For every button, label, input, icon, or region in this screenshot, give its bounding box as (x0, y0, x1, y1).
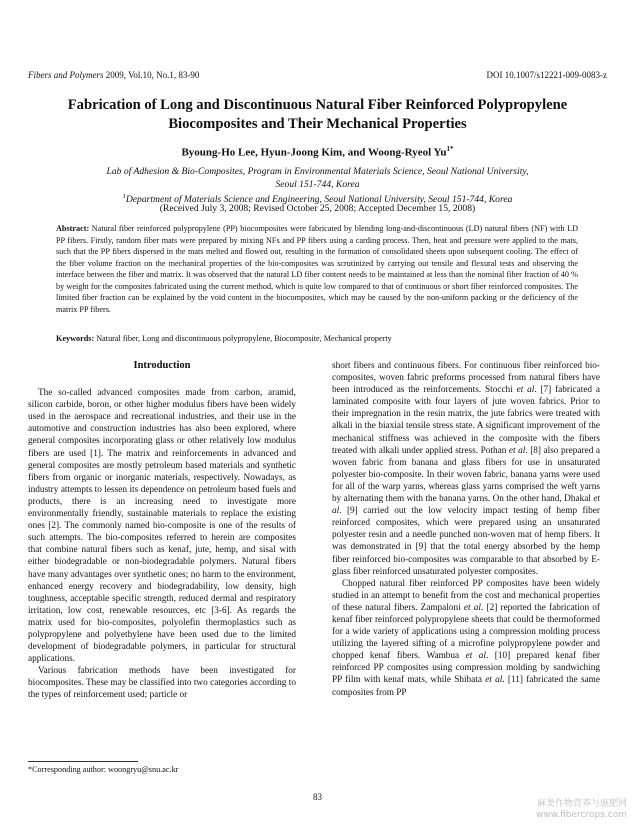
affiliation-dept-text: Department of Materials Science and Engineering, Seoul National University, Seoul 151-744, Korea (125, 194, 513, 206)
text-run: . [9] carried out the low velocity impact testing of hemp fiber reinforced composites, which were prepared using an unsaturated polyester resin and a needle punched non-woven mat of hemp fibers. It was demonstrated in [9] that the total energy absorbed by the hemp fiber reinforced bio-composites was comparable to that absorbed by E-glass fiber reinforced unsaturated polyester composites. (332, 506, 600, 577)
intro-paragraph-4 (332, 578, 600, 699)
text-run: . [2] reported the fabrication of kenaf fiber reinforced polypropylene sheets that could be thermoformed for a wide variety of applications using a compression molding process utilizing the layered sifting of a microfine polypropylene powder and chopped kenaf fibers. Wambua (332, 602, 601, 662)
text-run: . [11] fabricated the same composites from PP (332, 675, 600, 698)
text-run: . [10] prepared kenaf fiber reinforced PP composites using compression molding by sandwiching PP film with kenaf mats, while Shibata (332, 651, 600, 686)
doi: DOI 10.1007/s12221-009-0083-z (486, 70, 607, 80)
author-list (30, 145, 605, 159)
intro-paragraph-3 (332, 360, 600, 578)
running-head (28, 70, 607, 82)
site-watermark (536, 799, 627, 821)
watermark-line-2: www.fibercrops.com (536, 810, 627, 820)
text-run: . [8] also prepared a woven fabric from banana and glass fibers for use in unsaturated polyester bio-composite. In their woven fabric, banana yarns were used for all of the warp yarns, whereas glass yarns comprised the weft yarns by alternating them with the banana yarns. On the other hand, Dhakal (332, 445, 600, 505)
column-left (28, 360, 296, 702)
et-al: et al (516, 385, 535, 396)
title-line-1: Fabrication of Long and Discontinuous Natural Fiber Reinforced Polypropylene (67, 97, 568, 113)
column-right (332, 360, 600, 699)
journal-name: Fibers and Polymers (28, 70, 104, 80)
paper-title (30, 96, 605, 134)
received-dates: (Received July 3, 2008; Revised October 25, 2008; Accepted December 15, 2008) (159, 203, 476, 214)
text-run: . [7] fabricated a laminated composite with four layers of jute woven fabrics. Prior to their impregnation in the resin matrix, the jute fabrics were treated with alkali in the biaxial tensile stress state. A significant improvement of the mechanical stiffness was achieved in the composite with the fibers treated with alkali under applied stress. Pothan (332, 385, 601, 456)
text-run: Chopped natural fiber reinforced PP composites have been widely studied in an attempt to benefit from the cost and mechanical properties of these natural fibers. Zampaloni (332, 578, 600, 613)
page-number: 83 (313, 792, 322, 802)
et-al: et al (508, 445, 526, 456)
section-heading-introduction: Introduction (133, 360, 191, 371)
intro-paragraph-2: Various fabrication methods have been investigated for biocomposites. These may be classified into two categories according to the types of reinforcement used; particle or (28, 666, 296, 701)
et-al: et al (463, 602, 481, 613)
author-marks: 1* (446, 145, 454, 153)
abstract (56, 223, 578, 315)
title-line-2: Biocomposites and Their Mechanical Properties (168, 116, 467, 132)
keywords-text: Natural fiber, Long and discontinuous polypropylene, Biocomposite, Mechanical property (94, 334, 392, 343)
affiliation-dept-mark: 1 (122, 193, 126, 200)
et-al: et al (465, 651, 486, 662)
watermark-line-1: 麻类作物营养与施肥网 (536, 799, 627, 809)
et-al: et al (332, 494, 600, 517)
intro-paragraph-1: The so-called advanced composites made from carbon, aramid, silicon carbide, boron, or other higher modulus fibers have been widely used in the aerospace and recreational industries, and their use in the automotive and construction industries has also been explored, where general composites incorporating glass or other relatively low modulus fibers are used [1]. The matrix and reinforcements in advanced and general composites are mostly petroleum based materials and synthetic fibers from organic or inorganic materials, respectively. Nowadays, as industry attempts to lessen its dependence on petroleum based fuels and products, there is an increasing need to investigate more environmentally friendly, sustainable materials to replace the existing ones [2]. The commonly named bio-composite is one of the results of such attempts. The bio-composites referred to herein are composites that combine natural fibers such as kenaf, jute, hemp, and sisal with either biodegradable or non-biodegradable polymers. Natural fibers have many advantages over synthetic ones; no harm to the environment, enhanced energy recovery and biodegradability, low density, high toughness, acceptable specific strength, reduced dermal and respiratory irritation, low cost, renewable resources, etc [3-6]. As regards the matrix used for bio-composites, polyolefin thermoplastics such as polypropylene and polyethylene have been used due to the limited development of biodegradable polymers, in particular for structural applications. (28, 388, 296, 665)
keywords (56, 334, 578, 343)
footnote-corresponding-author: *Corresponding author: woongryu@snu.ac.kr (28, 765, 179, 774)
abstract-label: Abstract: (56, 224, 90, 233)
keywords-label: Keywords: (56, 334, 95, 343)
footnote-rule (28, 761, 138, 762)
abstract-text: Natural fiber reinforced polypropylene (PP) biocomposites were fabricated by blending long-and-discontinuous (LD) natural fibers (NF) with LD PP fibers. Firstly, random fiber mats were prepared by mixing NFs and PP fibers using a carding process. Then, heat and pressure were applied to the mats, such that the PP fibers dispersed in the mats melted and flowed out, resulting in the formation of consolidated sheets upon subsequent cooling. The effect of the fiber volume fraction on the mechanical properties of the bio-composites was scrutinized by carrying out tensile and flexural tests and observing the interface between the fiber and matrix. It was observed that the natural LD fiber content needs to be maintained at less than the nominal fiber fraction of 40 % by weight for the composites fabricated using the current method, which is quite low compared to that of continuous or short fiber reinforced composites. The limited fiber fraction can be explained by the void content in the biocomposites, which may be caused by the non-uniform packing or the deficiency of the matrix PP fibers. (56, 224, 578, 314)
et-al: et al (485, 675, 503, 686)
journal-citation (28, 70, 199, 80)
text-run: short fibers and continuous fibers. For continuous fiber reinforced bio-composites, woven fabric preforms processed from natural fibers have been introduced as the reinforcements. Stocchi (332, 361, 600, 396)
affiliation-lab-line-2: Seoul 151-744, Korea (275, 178, 360, 190)
journal-volume: 2009, Vol.10, No.1, 83-90 (103, 70, 200, 80)
affiliation-lab-line-1: Lab of Adhesion & Bio-Composites, Program in Environmental Materials Science, Seoul National University, (106, 166, 529, 177)
author-names: Byoung-Ho Lee, Hyun-Joong Kim, and Woong-Ryeol Yu (181, 146, 447, 159)
affiliation-lab (30, 166, 605, 191)
